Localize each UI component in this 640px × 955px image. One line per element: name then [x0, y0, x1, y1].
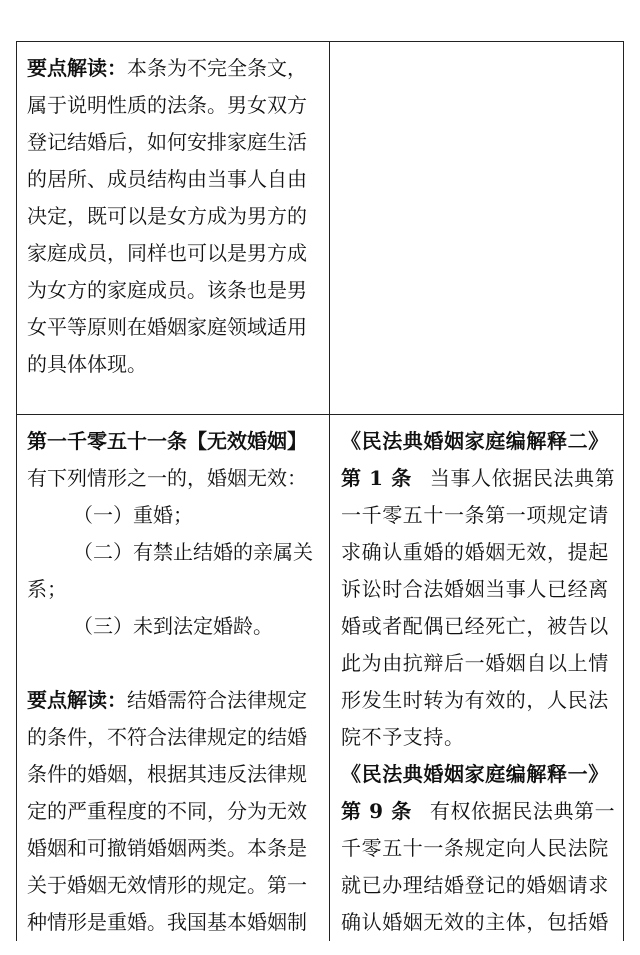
interpretation-2-title: 《民法典婚姻家庭编解释二》 — [341, 429, 609, 453]
interpretation-2-article: 第 1 条 — [341, 466, 412, 490]
text-line: 关于婚姻无效情形的规定。第一 — [27, 873, 307, 897]
text-line: 要点解读：结婚需符合法律规定 — [27, 688, 307, 712]
text-line: 婚姻和可撤销婚姻两类。本条是 — [27, 836, 307, 860]
right-bottom-cell — [341, 423, 623, 941]
left-bottom-cell — [27, 423, 323, 941]
text-line: 一千零五十一条第一项规定请 — [341, 503, 609, 527]
text-line: 登记结婚后，如何安排家庭生活 — [27, 130, 307, 154]
text-line: 家庭成员，同样也可以是男方成 — [27, 241, 307, 265]
text-line: 形发生时转为有效的，人民法 — [341, 688, 609, 712]
column-divider — [329, 42, 330, 941]
text-line: 第 9 条 有权依据民法典第一 — [341, 799, 616, 823]
article-item-continuation: 系； — [27, 577, 67, 601]
spacer — [27, 645, 323, 682]
text-line: 第 1 条 当事人依据民法典第 — [341, 466, 616, 490]
text-line: 条件的婚姻，根据其违反法律规 — [27, 762, 307, 786]
text-line: 的条件，不符合法律规定的结婚 — [27, 725, 307, 749]
row-divider — [17, 414, 623, 415]
left-top-cell — [27, 50, 323, 383]
text-line: 要点解读：本条为不完全条文， — [27, 56, 307, 80]
text-line: 就已办理结婚登记的婚姻请求 — [341, 873, 609, 897]
text-line: 属于说明性质的法条。男女双方 — [27, 93, 307, 117]
text-line: 婚或者配偶已经死亡，被告以 — [341, 614, 609, 638]
article-item: （二）有禁止结婚的亲属关 — [73, 540, 313, 564]
text-line: 诉讼时合法婚姻当事人已经离 — [341, 577, 609, 601]
text-line: 定的严重程度的不同，分为无效 — [27, 799, 307, 823]
text-line: 的具体体现。 — [27, 352, 147, 376]
text-line: 为女方的家庭成员。该条也是男 — [27, 278, 307, 302]
article-title: 第一千零五十一条【无效婚姻】 — [27, 429, 307, 453]
key-points-label: 要点解读： — [27, 56, 127, 80]
text-line: 的居所、成员结构由当事人自由 — [27, 167, 307, 191]
article-item: （三）未到法定婚龄。 — [73, 614, 273, 638]
text-line: 院不予支持。 — [341, 725, 465, 749]
text-line: 女平等原则在婚姻家庭领域适用 — [27, 315, 307, 339]
text-line: 确认婚姻无效的主体，包括婚 — [341, 910, 609, 934]
article-item: （一）重婚； — [73, 503, 193, 527]
text-line: 此为由抗辩后一婚姻自以上情 — [341, 651, 609, 675]
text-line: 种情形是重婚。我国基本婚姻制 — [27, 910, 307, 934]
key-points-label: 要点解读： — [27, 688, 127, 712]
text-line: 千零五十一条规定向人民法院 — [341, 836, 609, 860]
text-line: 决定，既可以是女方成为男方的 — [27, 204, 307, 228]
article-intro: 有下列情形之一的，婚姻无效： — [27, 466, 307, 490]
interpretation-1-article: 第 9 条 — [341, 799, 412, 823]
interpretation-1-title: 《民法典婚姻家庭编解释一》 — [341, 762, 609, 786]
text-line: 求确认重婚的婚姻无效，提起 — [341, 540, 609, 564]
law-table — [16, 41, 624, 941]
